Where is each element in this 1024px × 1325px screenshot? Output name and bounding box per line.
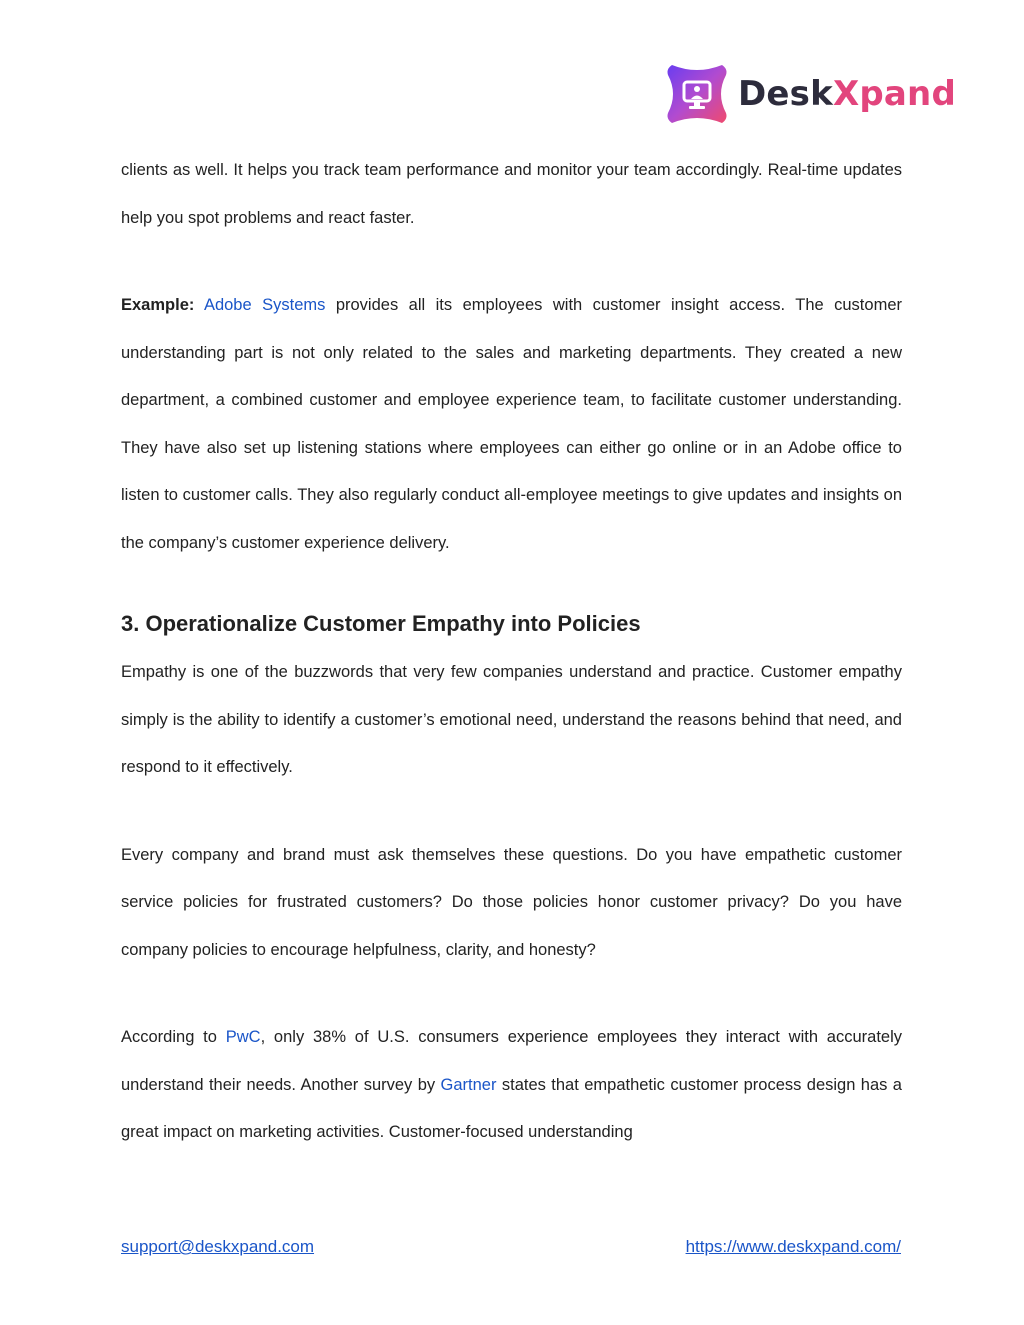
logo-wordmark <box>738 74 956 114</box>
logo-text-desk: Desk <box>738 74 833 114</box>
support-email-link[interactable]: support@deskxpand.com <box>121 1237 315 1256</box>
paragraph-stats <box>121 1014 902 1157</box>
stats-text-b: , only 38% of U.S. consumers experience employees they interact with accurately understand their needs. Another survey by <box>121 1028 902 1094</box>
paragraph-intro: clients as well. It helps you track team performance and monitor your team accordingly. Real-time updates help you spot problems and react faster. <box>121 161 902 227</box>
example-text: provides all its employees with customer insight access. The customer understanding part is not only related to the sales and marketing departments. They created a new department, a combined customer and employee experience team, to facilitate customer understanding. They have also set up listening stations where employees can either go online or in an Adobe office to listen to customer calls. They also regularly conduct all-employee meetings to give updates and insights on the company’s customer experience delivery. <box>121 296 902 552</box>
page-footer <box>121 1237 901 1257</box>
stats-text-a: According to <box>121 1028 226 1046</box>
website-link[interactable]: https://www.deskxpand.com/ <box>685 1237 901 1256</box>
paragraph-empathy: Empathy is one of the buzzwords that very few companies understand and practice. Customer empathy simply is the ability to identify a customer’s emotional need, understand the reasons behind that need, and respond to it effectively. <box>121 663 902 776</box>
document-body <box>121 147 902 1157</box>
deskxpand-logo <box>664 60 956 128</box>
section-heading: 3. Operationalize Customer Empathy into Policies <box>121 611 641 636</box>
pwc-link[interactable]: PwC <box>225 1028 261 1046</box>
paragraph-example <box>121 282 902 567</box>
logo-text-xpand: Xpand <box>832 74 956 114</box>
gartner-link[interactable]: Gartner <box>440 1075 497 1094</box>
adobe-systems-link[interactable]: Adobe Systems <box>203 296 326 314</box>
example-label: Example: <box>121 296 195 314</box>
paragraph-questions: Every company and brand must ask themselves these questions. Do you have empathetic customer service policies for frustrated customers? Do those policies honor customer privacy? Do you have company policies to encourage helpfulness, clarity, and honesty? <box>121 845 902 959</box>
stats-text-c: states that empathetic customer process design has a great impact on marketing activities. Customer-focused understanding <box>121 1075 902 1141</box>
logo-mark-icon <box>664 61 730 127</box>
